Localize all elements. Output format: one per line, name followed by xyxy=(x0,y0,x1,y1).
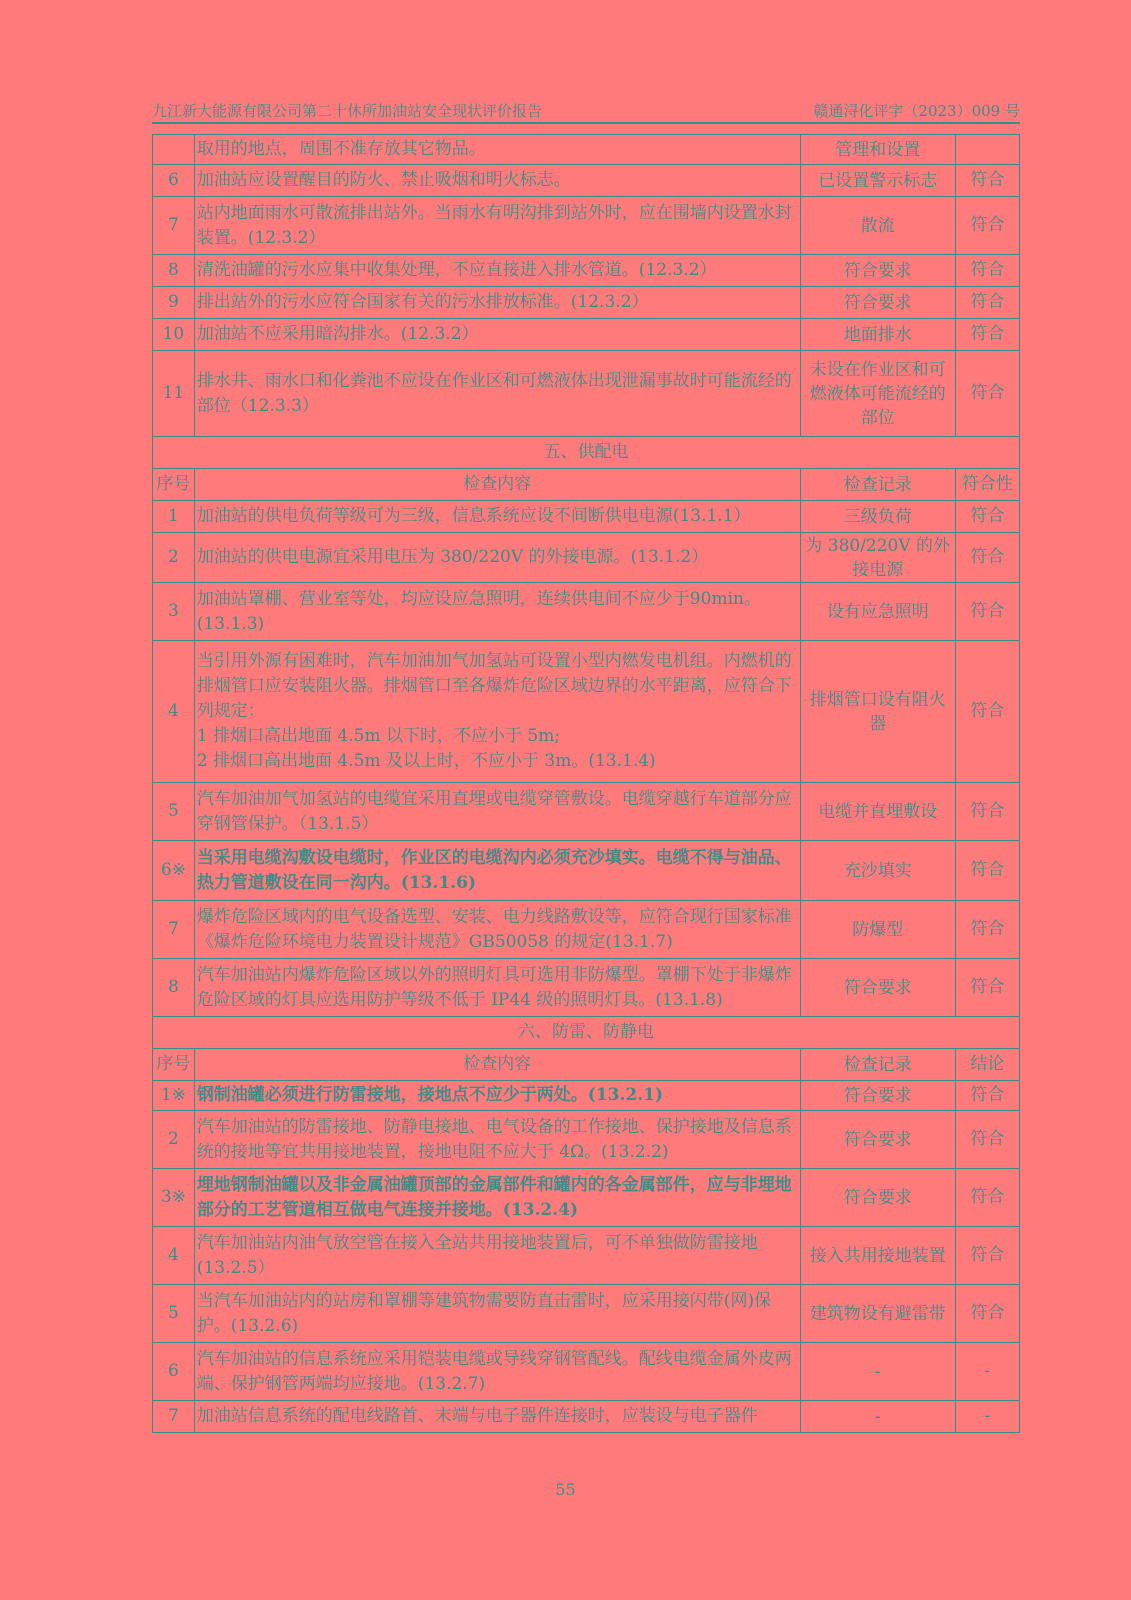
check-content: 埋地钢制油罐以及非金属油罐顶部的金属部件和罐内的各金属部件，应与非埋地部分的工艺管道相互做电气连接并接地。(13.2.4) xyxy=(194,1169,800,1227)
check-content: 汽车加油站的防雷接地、防静电接地、电气设备的工作接地、保护接地及信息系统的接地等宜共用接地装置，接地电阻不应大于 4Ω。(13.2.2) xyxy=(194,1111,800,1169)
conformity-result: - xyxy=(955,1343,1019,1401)
conformity-result: 符合 xyxy=(955,533,1019,583)
header-check-record: 检查记录 xyxy=(800,469,955,501)
table-row xyxy=(153,1285,1020,1343)
check-record: 建筑物设有避雷带 xyxy=(800,1285,955,1343)
check-record: 符合要求 xyxy=(800,255,955,287)
header-conformity-result: 符合性 xyxy=(955,469,1019,501)
section-heading-row xyxy=(153,437,1020,469)
check-record: 符合要求 xyxy=(800,1111,955,1169)
table-row xyxy=(153,841,1020,901)
item-number: 11 xyxy=(153,351,195,437)
table-row xyxy=(153,1401,1020,1433)
table-header-row xyxy=(153,1049,1020,1081)
item-number: 8 xyxy=(153,959,195,1017)
conformity-result: 符合 xyxy=(955,583,1019,641)
check-content: 取用的地点，周围不准存放其它物品。 xyxy=(194,135,800,165)
table-row xyxy=(153,351,1020,437)
conformity-result: 符合 xyxy=(955,1169,1019,1227)
table-header-row xyxy=(153,469,1020,501)
table-row xyxy=(153,1169,1020,1227)
item-number: 3※ xyxy=(153,1169,195,1227)
item-number: 6 xyxy=(153,1343,195,1401)
conformity-result: 符合 xyxy=(955,1081,1019,1111)
item-number: 2 xyxy=(153,533,195,583)
check-record: 符合要求 xyxy=(800,287,955,319)
conformity-result: 符合 xyxy=(955,841,1019,901)
check-content: 加油站的供电电源宜采用电压为 380/220V 的外接电源。(13.1.2） xyxy=(194,533,800,583)
item-number xyxy=(153,135,195,165)
table-row xyxy=(153,533,1020,583)
header-check-content: 检查内容 xyxy=(194,1049,800,1081)
table-row xyxy=(153,959,1020,1017)
check-content: 当引用外源有困难时，汽车加油加气加氢站可设置小型内燃发电机组。内燃机的排烟管口应安装阻火器。排烟管口至各爆炸危险区域边界的水平距离，应符合下列规定： 1 排烟口高出地面 4.5m 以下时，不应小于 5m; 2 排烟口高出地面 4.5m 及以上时，不应小于 3m。(13.1.4) xyxy=(194,641,800,783)
item-number: 7 xyxy=(153,901,195,959)
check-content: 汽车加油站内油气放空管在接入全站共用接地装置后，可不单独做防雷接地(13.2.5） xyxy=(194,1227,800,1285)
conformity-result: 符合 xyxy=(955,1111,1019,1169)
item-number: 4 xyxy=(153,641,195,783)
item-number: 6 xyxy=(153,165,195,197)
table-row xyxy=(153,197,1020,255)
check-content: 当采用电缆沟敷设电缆时，作业区的电缆沟内必须充沙填实。电缆不得与油品、热力管道敷设在同一沟内。(13.1.6) xyxy=(194,841,800,901)
check-content: 排水井、雨水口和化粪池不应设在作业区和可燃液体出现泄漏事故时可能流经的部位（12.3.3） xyxy=(194,351,800,437)
conformity-result xyxy=(955,135,1019,165)
check-content: 清洗油罐的污水应集中收集处理，不应直接进入排水管道。(12.3.2） xyxy=(194,255,800,287)
report-title: 九江新大能源有限公司第二十休所加油站安全现状评价报告 xyxy=(152,102,543,120)
check-record: 符合要求 xyxy=(800,1169,955,1227)
check-record: 三级负荷 xyxy=(800,501,955,533)
table-row xyxy=(153,1343,1020,1401)
item-number: 7 xyxy=(153,197,195,255)
item-number: 8 xyxy=(153,255,195,287)
table-row xyxy=(153,319,1020,351)
check-record: 符合要求 xyxy=(800,959,955,1017)
check-record: 散流 xyxy=(800,197,955,255)
conformity-result: 符合 xyxy=(955,165,1019,197)
check-content: 汽车加油站的信息系统应采用铠装电缆或导线穿钢管配线。配线电缆金属外皮两端、保护钢管两端均应接地。(13.2.7) xyxy=(194,1343,800,1401)
conformity-result: 符合 xyxy=(955,319,1019,351)
header-divider xyxy=(152,122,1020,124)
check-content: 站内地面雨水可散流排出站外。当雨水有明沟排到站外时，应在围墙内设置水封装置。(12.3.2） xyxy=(194,197,800,255)
conformity-result: 符合 xyxy=(955,959,1019,1017)
check-record: 管理和设置 xyxy=(800,135,955,165)
check-content: 当汽车加油站内的站房和罩棚等建筑物需要防直击雷时，应采用接闪带(网)保护。(13.2.6) xyxy=(194,1285,800,1343)
item-number: 6※ xyxy=(153,841,195,901)
check-content: 加油站信息系统的配电线路首、末端与电子器件连接时，应装设与电子器件 xyxy=(194,1401,800,1433)
header-conformity-result: 结论 xyxy=(955,1049,1019,1081)
table-row xyxy=(153,783,1020,841)
header-item-number: 序号 xyxy=(153,469,195,501)
item-number: 5 xyxy=(153,1285,195,1343)
report-number: 赣通浔化评字（2023）009 号 xyxy=(813,102,1020,120)
check-content: 爆炸危险区域内的电气设备选型、安装、电力线路敷设等，应符合现行国家标准《爆炸危险环境电力装置设计规范》GB50058 的规定(13.1.7) xyxy=(194,901,800,959)
table-row xyxy=(153,901,1020,959)
header-check-record: 检查记录 xyxy=(800,1049,955,1081)
check-record: 防爆型 xyxy=(800,901,955,959)
table-row xyxy=(153,1081,1020,1111)
check-content: 排出站外的污水应符合国家有关的污水排放标准。(12.3.2） xyxy=(194,287,800,319)
table-row xyxy=(153,501,1020,533)
check-record: 地面排水 xyxy=(800,319,955,351)
table-row xyxy=(153,255,1020,287)
table-row xyxy=(153,641,1020,783)
header-item-number: 序号 xyxy=(153,1049,195,1081)
header-check-content: 检查内容 xyxy=(194,469,800,501)
page-header xyxy=(152,98,1020,122)
item-number: 2 xyxy=(153,1111,195,1169)
check-record: 充沙填实 xyxy=(800,841,955,901)
page-number: 55 xyxy=(555,1480,576,1499)
table-row xyxy=(153,583,1020,641)
check-record: 已设置警示标志 xyxy=(800,165,955,197)
item-number: 10 xyxy=(153,319,195,351)
conformity-result: 符合 xyxy=(955,197,1019,255)
table-row xyxy=(153,1227,1020,1285)
conformity-result: 符合 xyxy=(955,641,1019,783)
table-row xyxy=(153,287,1020,319)
check-record: 设有应急照明 xyxy=(800,583,955,641)
table-row xyxy=(153,165,1020,197)
check-content: 汽车加油加气加氢站的电缆宜采用直埋或电缆穿管敷设。电缆穿越行车道部分应穿钢管保护。（13.1.5） xyxy=(194,783,800,841)
check-content: 钢制油罐必须进行防雷接地，接地点不应少于两处。(13.2.1) xyxy=(194,1081,800,1111)
table-row xyxy=(153,1111,1020,1169)
item-number: 1※ xyxy=(153,1081,195,1111)
check-record: - xyxy=(800,1343,955,1401)
item-number: 7 xyxy=(153,1401,195,1433)
item-number: 3 xyxy=(153,583,195,641)
section-title: 六、防雷、防静电 xyxy=(153,1017,1020,1049)
conformity-result: 符合 xyxy=(955,901,1019,959)
check-content: 加油站的供电负荷等级可为三级，信息系统应设不间断供电电源(13.1.1） xyxy=(194,501,800,533)
conformity-result: - xyxy=(955,1401,1019,1433)
check-record: 电缆并直埋敷设 xyxy=(800,783,955,841)
item-number: 9 xyxy=(153,287,195,319)
check-content: 加油站不应采用暗沟排水。(12.3.2） xyxy=(194,319,800,351)
check-record: 为 380/220V 的外接电源 xyxy=(800,533,955,583)
section-title: 五、供配电 xyxy=(153,437,1020,469)
conformity-result: 符合 xyxy=(955,287,1019,319)
inspection-table xyxy=(152,134,1020,1433)
conformity-result: 符合 xyxy=(955,783,1019,841)
check-record: - xyxy=(800,1401,955,1433)
section-heading-row xyxy=(153,1017,1020,1049)
check-record: 符合要求 xyxy=(800,1081,955,1111)
item-number: 4 xyxy=(153,1227,195,1285)
check-content: 加油站应设置醒目的防火、禁止吸烟和明火标志。 xyxy=(194,165,800,197)
conformity-result: 符合 xyxy=(955,255,1019,287)
check-record: 接入共用接地装置 xyxy=(800,1227,955,1285)
conformity-result: 符合 xyxy=(955,1227,1019,1285)
item-number: 1 xyxy=(153,501,195,533)
item-number: 5 xyxy=(153,783,195,841)
check-record: 未设在作业区和可燃液体可能流经的部位 xyxy=(800,351,955,437)
table-row xyxy=(153,135,1020,165)
check-content: 加油站罩棚、营业室等处，均应设应急照明，连续供电间不应少于90min。(13.1.3) xyxy=(194,583,800,641)
conformity-result: 符合 xyxy=(955,1285,1019,1343)
conformity-result: 符合 xyxy=(955,351,1019,437)
check-content: 汽车加油站内爆炸危险区域以外的照明灯具可选用非防爆型。罩棚下处于非爆炸危险区域的灯具应选用防护等级不低于 IP44 级的照明灯具。(13.1.8) xyxy=(194,959,800,1017)
conformity-result: 符合 xyxy=(955,501,1019,533)
check-record: 排烟管口设有阻火器 xyxy=(800,641,955,783)
